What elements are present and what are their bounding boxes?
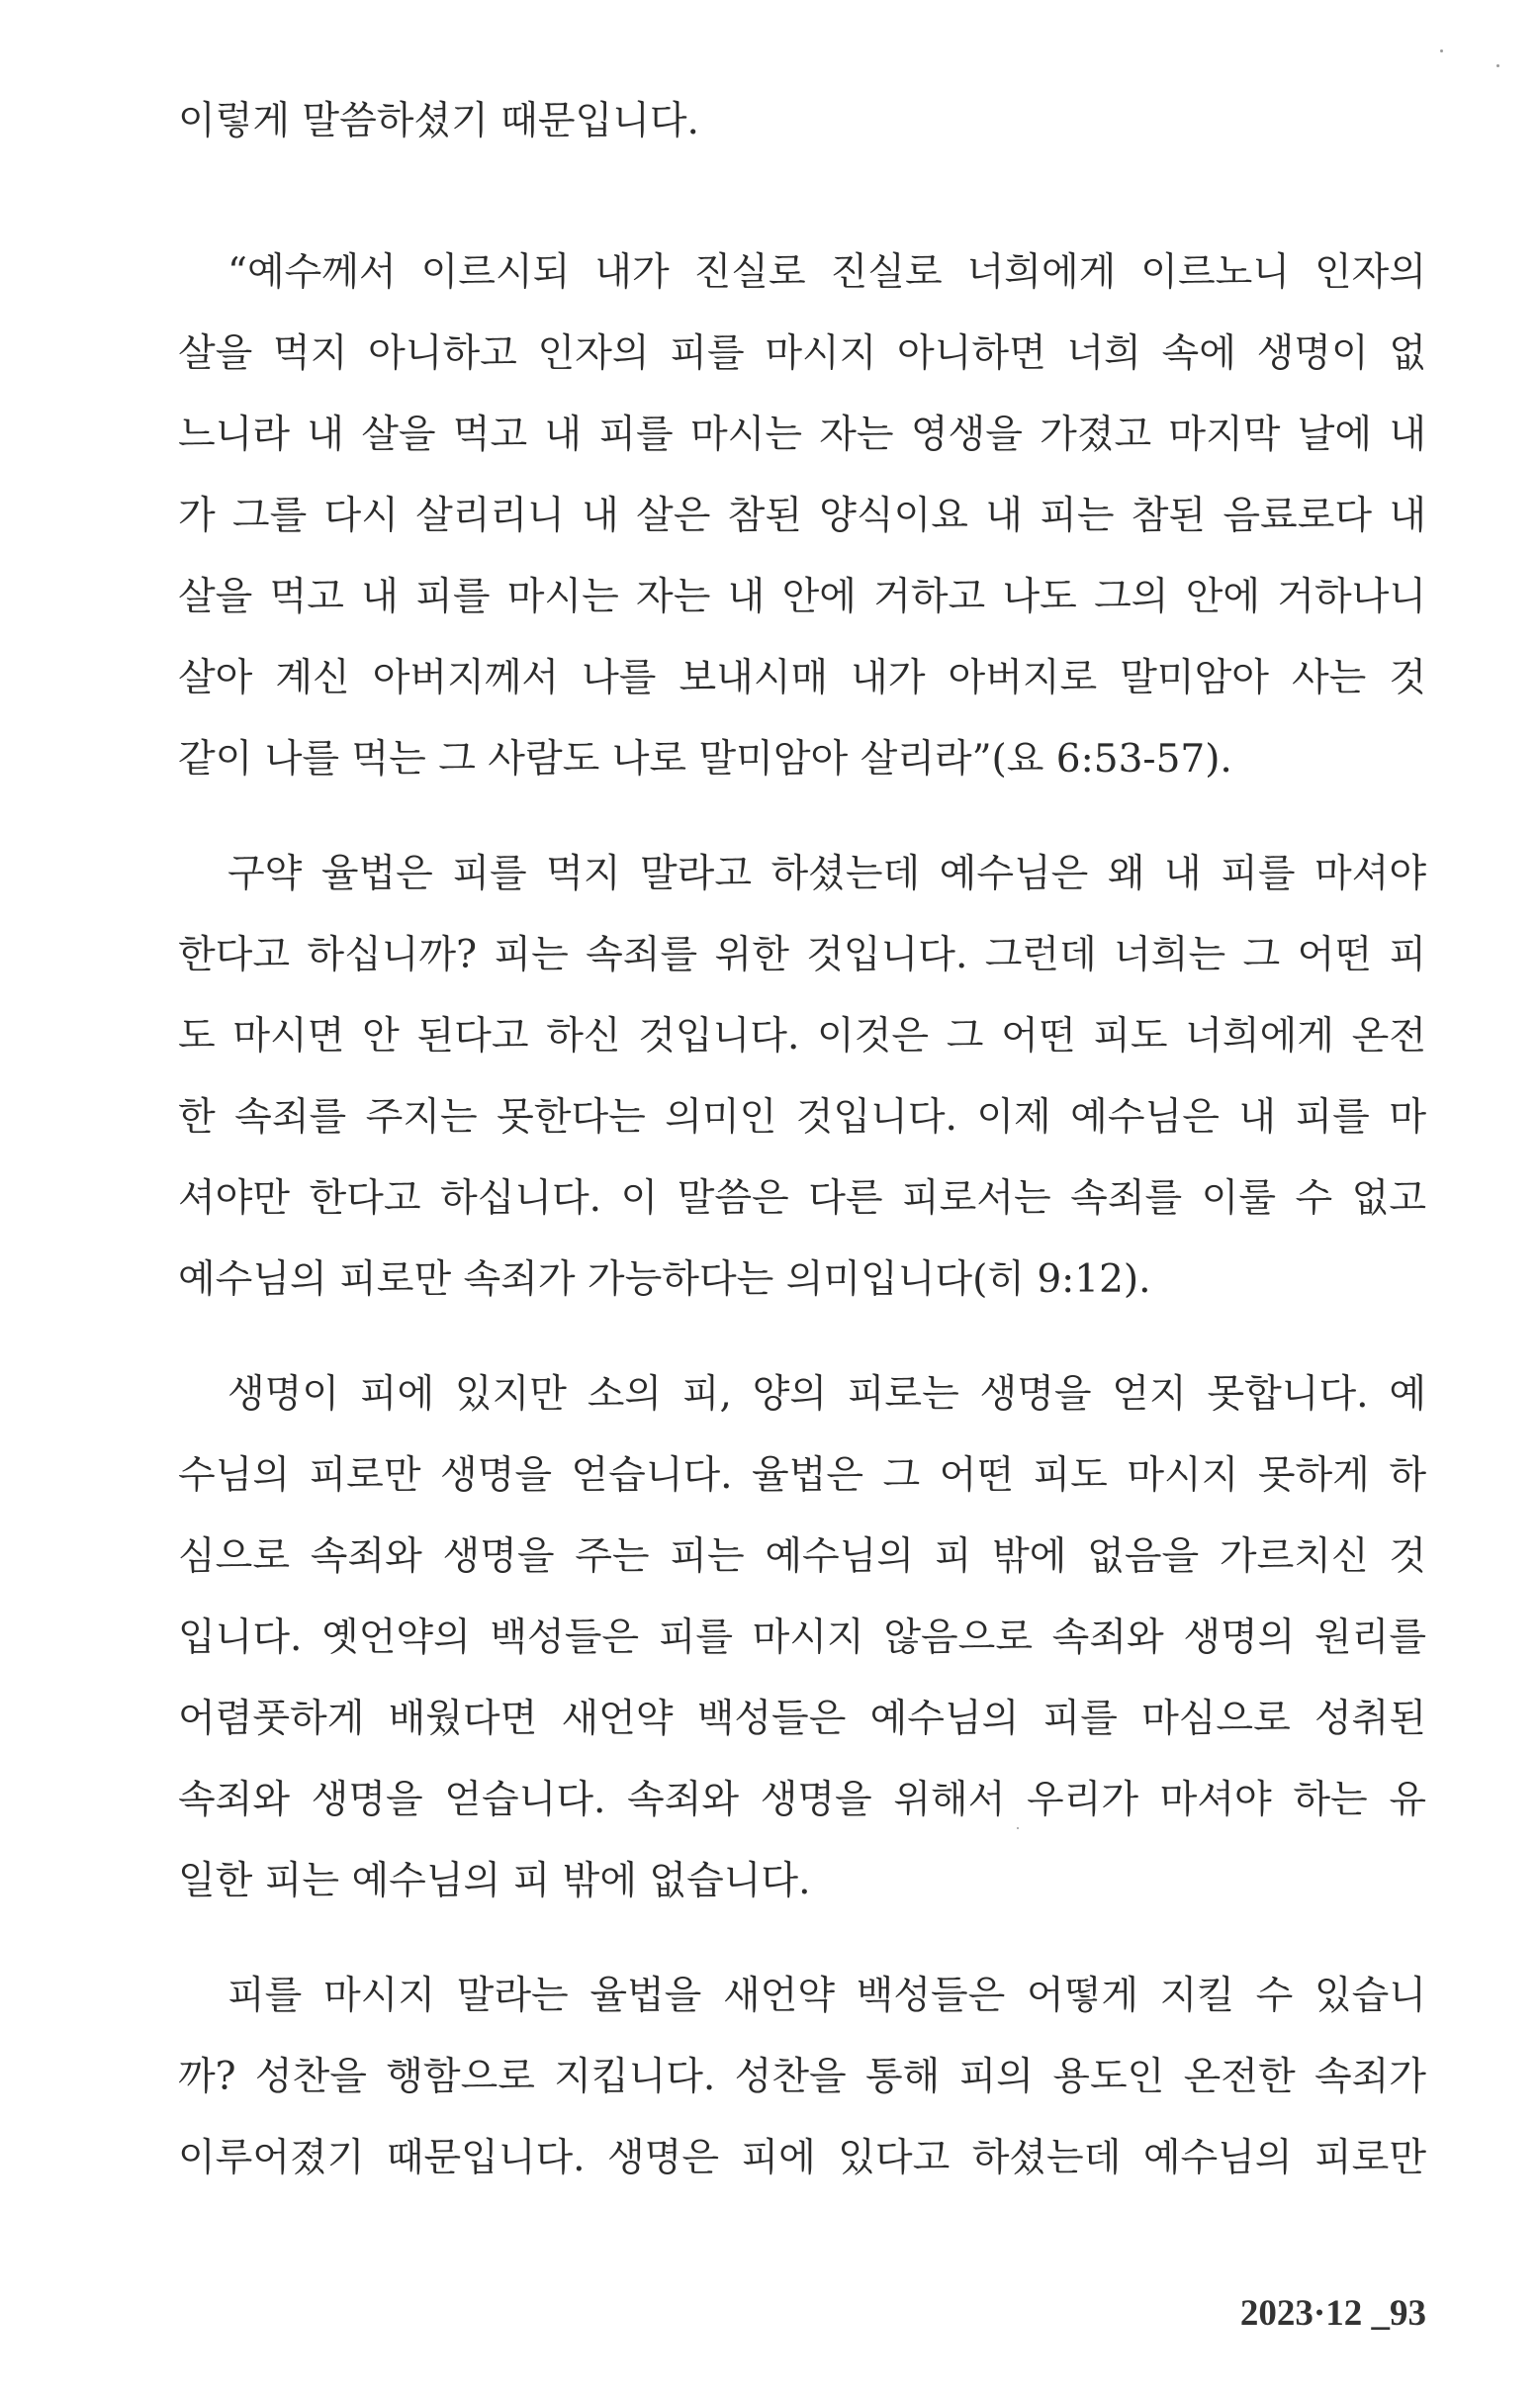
text-line: 구약 율법은 피를 먹지 말라고 하셨는데 예수님은 왜 내 피를 마셔야 xyxy=(227,852,1426,896)
text-line: 살아 계신 아버지께서 나를 보내시매 내가 아버지로 말미암아 사는 것 xyxy=(178,656,1426,700)
text-line: 도 마시면 안 된다고 하신 것입니다. 이것은 그 어떤 피도 너희에게 온전 xyxy=(178,1014,1426,1059)
text-line: “예수께서 이르시되 내가 진실로 진실로 너희에게 이르노니 인자의 xyxy=(227,250,1426,295)
text-line: 한다고 하십니까? 피는 속죄를 위한 것입니다. 그런데 너희는 그 어떤 피 xyxy=(178,933,1426,977)
text-line: 이루어졌기 때문입니다. 생명은 피에 있다고 하셨는데 예수님의 피로만 xyxy=(178,2136,1426,2180)
text-line: 어렴풋하게 배웠다면 새언약 백성들은 예수님의 피를 마심으로 성취된 xyxy=(178,1697,1426,1741)
scan-speck xyxy=(1440,49,1443,52)
text-line: 수님의 피로만 생명을 얻습니다. 율법은 그 어떤 피도 마시지 못하게 하 xyxy=(178,1453,1426,1498)
text-line: 셔야만 한다고 하십니다. 이 말씀은 다른 피로서는 속죄를 이룰 수 없고 xyxy=(178,1176,1426,1221)
text-line: 같이 나를 먹는 그 사람도 나로 말미암아 살리라”(요 6:53-57). xyxy=(178,737,1232,782)
text-line: 까? 성찬을 행함으로 지킵니다. 성찬을 통해 피의 용도인 온전한 속죄가 xyxy=(178,2055,1426,2099)
text-line: 일한 피는 예수님의 피 밖에 없습니다. xyxy=(178,1859,811,1903)
text-line: 심으로 속죄와 생명을 주는 피는 예수님의 피 밖에 없음을 가르치신 것 xyxy=(178,1534,1426,1579)
text-line: 살을 먹고 내 피를 마시는 자는 내 안에 거하고 나도 그의 안에 거하나니 xyxy=(178,575,1426,619)
scan-speck xyxy=(1496,64,1499,67)
text-line: 느니라 내 살을 먹고 내 피를 마시는 자는 영생을 가졌고 마지막 날에 내 xyxy=(178,413,1426,457)
text-line: 속죄와 생명을 얻습니다. 속죄와 생명을 위해서 우리가 마셔야 하는 유 xyxy=(178,1778,1426,1822)
text-line: 살을 먹지 아니하고 인자의 피를 마시지 아니하면 너희 속에 생명이 없 xyxy=(178,331,1426,376)
text-line: 피를 마시지 말라는 율법을 새언약 백성들은 어떻게 지킬 수 있습니 xyxy=(227,1974,1426,2018)
text-line: 생명이 피에 있지만 소의 피, 양의 피로는 생명을 얻지 못합니다. 예 xyxy=(227,1372,1426,1417)
text-line: 가 그를 다시 살리리니 내 살은 참된 양식이요 내 피는 참된 음료로다 내 xyxy=(178,494,1426,538)
scan-speck xyxy=(1017,1827,1019,1829)
text-line: 입니다. 옛언약의 백성들은 피를 마시지 않음으로 속죄와 생명의 원리를 xyxy=(178,1615,1426,1660)
text-line: 예수님의 피로만 속죄가 가능하다는 의미입니다(히 9:12). xyxy=(178,1257,1151,1302)
text-line: 이렇게 말씀하셨기 때문입니다. xyxy=(178,99,699,143)
page-number: 2023·12 _93 xyxy=(1239,2293,1426,2334)
text-line: 한 속죄를 주지는 못한다는 의미인 것입니다. 이제 예수님은 내 피를 마 xyxy=(178,1095,1426,1140)
